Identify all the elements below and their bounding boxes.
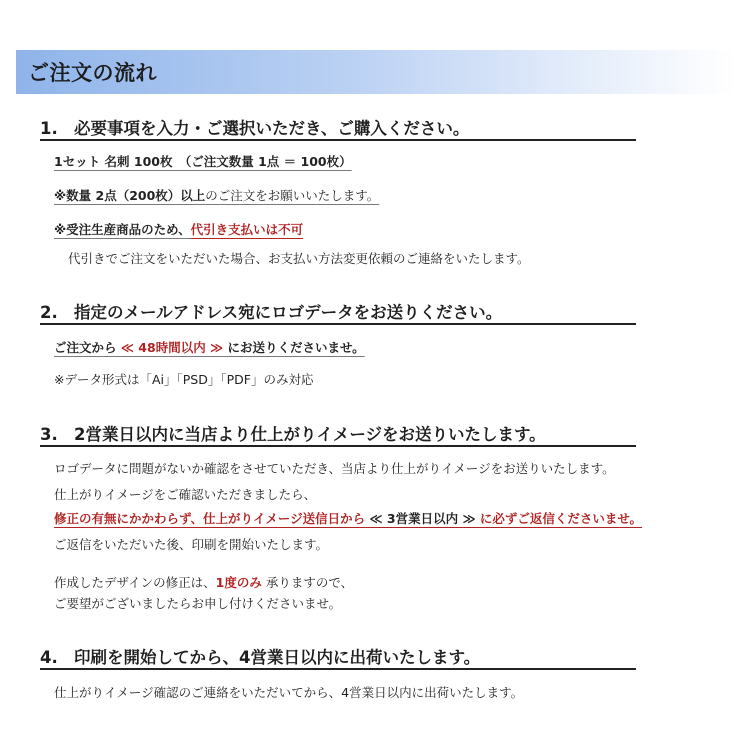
- reply-note-red-1: 修正の有無にかかわらず、仕上がりイメージ送信日から: [54, 511, 366, 526]
- step-4-number: 4.: [40, 648, 58, 667]
- step-1-title: 必要事項を入力・ご選択いただき、ご購入ください。: [74, 119, 470, 138]
- step-3-revision-note: [54, 573, 353, 591]
- step-1-cod-note: [54, 220, 303, 238]
- deadline-suffix: にお送りくださいませ。: [223, 340, 365, 355]
- step-3-number: 3.: [40, 425, 58, 444]
- step-3-line-4: ご返信をいただいた後、印刷を開始いたします。: [54, 537, 329, 552]
- step-4-heading: [40, 644, 636, 670]
- step-3-line-2: 仕上がりイメージをご確認いただきましたら、: [54, 487, 317, 502]
- revision-prefix: 作成したデザインの修正は、: [54, 575, 216, 590]
- minimum-order-rest: のご注文をお願いいたします。: [205, 188, 380, 203]
- step-3-reply-deadline-note: [54, 509, 642, 527]
- step-2-file-format-note: ※データ形式は「Ai」「PSD」「PDF」のみ対応: [54, 372, 314, 387]
- minimum-quantity-text: ※数量 2点（200枚）以上: [54, 188, 206, 203]
- step-1-quantity-line: 1セット 名刺 100枚 （ご注文数量 1点 ＝ 100枚）: [54, 154, 352, 169]
- revision-suffix: 承りますので、: [261, 575, 354, 590]
- step-1-number: 1.: [40, 119, 58, 138]
- cod-note-prefix: ※受注生産商品のため、: [54, 222, 191, 237]
- step-2-title: 指定のメールアドレス宛にロゴデータをお送りください。: [74, 303, 503, 322]
- step-3-line-1: ロゴデータに問題がないか確認をさせていただき、当店より仕上がりイメージをお送りいたします。: [54, 461, 615, 476]
- step-2-deadline-note: [54, 338, 365, 356]
- deadline-prefix: ご注文から: [54, 340, 121, 355]
- page-title: ご注文の流れ: [28, 61, 157, 85]
- deadline-48-hours: ≪ 48時間以内 ≫: [120, 340, 224, 355]
- step-2-heading: [40, 299, 636, 325]
- step-4-shipping-note: 仕上がりイメージ確認のご連絡をいただいてから、4営業日以内に出荷いたします。: [54, 685, 524, 700]
- step-4-title: 印刷を開始してから、4営業日以内に出荷いたします。: [74, 648, 481, 667]
- step-3-heading: [40, 421, 636, 447]
- cod-not-allowed-text: 代引き支払いは不可: [190, 222, 304, 237]
- revision-once-only: 1度のみ: [215, 575, 262, 590]
- step-3-line-6: ご要望がございましたらお申し付けくださいませ。: [54, 596, 342, 611]
- reply-note-red-2: に必ずご返信くださいませ。: [479, 511, 643, 526]
- step-2-number: 2.: [40, 303, 58, 322]
- step-3-title: 2営業日以内に当店より仕上がりイメージをお送りいたします。: [74, 425, 546, 444]
- section-header-banner: [16, 50, 736, 94]
- reply-3-business-days: ≪ 3営業日以内 ≫: [365, 511, 480, 526]
- step-1-cod-explanation: 代引きでご注文をいただいた場合、お支払い方法変更依頼のご連絡をいたします。: [68, 251, 530, 266]
- step-1-minimum-order-note: [54, 186, 379, 204]
- step-1-heading: [40, 115, 636, 141]
